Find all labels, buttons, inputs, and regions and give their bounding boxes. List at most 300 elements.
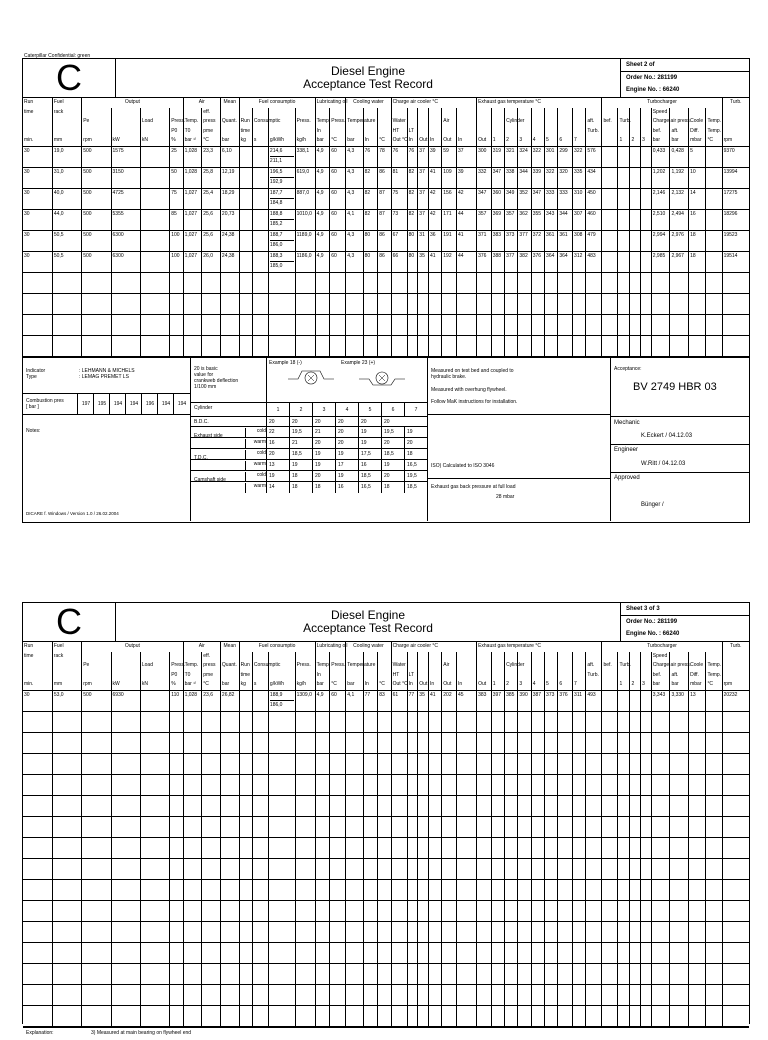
header-cell: [722, 671, 749, 681]
deflection-value: 18,5: [381, 449, 404, 460]
unit-cell: mm: [52, 136, 81, 146]
header-cell: [706, 108, 722, 118]
deflection-value: 19: [381, 460, 404, 471]
temperature-state: cold: [245, 450, 267, 460]
header-cell: Exhaust gas temperature °C: [477, 98, 602, 108]
header-cell: [602, 652, 618, 662]
table-cell: 493: [586, 690, 602, 711]
table-cell: 500: [82, 209, 111, 230]
header-cell: [531, 671, 544, 681]
deflection-value: 20: [266, 417, 289, 427]
table-cell: 73: [391, 209, 407, 230]
sheet-bottom-section: [23, 357, 749, 521]
header-cell: Temp.: [706, 127, 722, 137]
deflection-value: 19: [404, 427, 427, 438]
header-cell: Charge air cooler °C: [391, 642, 476, 652]
table-cell: 13994: [722, 167, 749, 188]
table-cell: 41: [428, 251, 441, 272]
table-cell: 344: [558, 209, 573, 230]
header-cell: pme: [202, 671, 221, 681]
table-cell: 60: [330, 690, 346, 711]
table-cell: [239, 209, 252, 230]
sheet-header: [23, 603, 749, 642]
table-cell: 87: [378, 209, 391, 230]
temperature-state: warm: [245, 483, 267, 493]
header-cell: [722, 661, 749, 671]
empty-row: [23, 984, 749, 1005]
unit-cell: 2: [505, 680, 518, 690]
header-cell: bef.: [602, 661, 618, 671]
unit-cell: 6: [558, 680, 573, 690]
table-cell: 376: [531, 251, 544, 272]
table-cell: 5: [689, 146, 706, 167]
deflection-value: 22: [266, 427, 289, 438]
unit-cell: bar ¹⁾: [183, 136, 202, 146]
table-cell: 460: [586, 209, 602, 230]
header-cell: Run: [23, 98, 52, 108]
header-cell: LT: [407, 671, 418, 681]
header-cell: Air: [183, 98, 220, 108]
table-cell: 60: [330, 251, 346, 272]
deflection-value: 5: [358, 403, 381, 417]
header-cell: Charge air cooler °C: [391, 98, 476, 108]
unit-cell: Out °C: [391, 136, 407, 146]
unit-cell: 2: [630, 136, 641, 146]
unit-cell: 3: [641, 680, 652, 690]
unit-cell: mm: [52, 680, 81, 690]
header-cell: [491, 127, 504, 137]
header-cell: [641, 108, 652, 118]
title-line-2: Acceptance Test Record: [303, 77, 433, 91]
header-cell: [641, 127, 652, 137]
table-cell: 385: [505, 690, 518, 711]
table-cell: 66: [391, 251, 407, 272]
unit-cell: Out: [477, 136, 492, 146]
header-cell: Coole: [689, 661, 706, 671]
unit-cell: °C: [706, 136, 722, 146]
header-cell: [140, 652, 169, 662]
test-record-sheet-3: [22, 601, 750, 1036]
deflection-value: 19: [358, 427, 381, 438]
caterpillar-logo: C: [23, 59, 116, 97]
combustion-value: 194: [173, 394, 190, 414]
table-cell: 373: [545, 690, 558, 711]
header-cell: [82, 671, 111, 681]
header-cell: [363, 652, 378, 662]
header-cell: [378, 671, 391, 681]
table-cell: [630, 209, 641, 230]
notes-label: Notes:: [26, 427, 41, 434]
table-cell: [618, 690, 630, 711]
header-cell: [428, 117, 441, 127]
temperature-state: warm: [245, 439, 267, 449]
header-cell: [363, 127, 378, 137]
deflection-value: 18,5: [404, 482, 427, 493]
table-cell: 80: [363, 251, 378, 272]
header-cell: Charge air press.: [651, 661, 670, 671]
engine-number: Engine No. : 66240: [626, 87, 680, 93]
table-cell: 187,7 184,8: [268, 188, 295, 209]
table-cell: [140, 188, 169, 209]
unit-cell: Out: [442, 136, 457, 146]
table-cell: 2,994: [651, 230, 670, 251]
header-cell: Fuel: [52, 642, 81, 652]
table-cell: 41: [428, 690, 441, 711]
unit-cell: 1: [491, 680, 504, 690]
table-cell: [618, 251, 630, 272]
table-cell: 308: [573, 230, 586, 251]
acceptance-label: Acceptance:: [614, 365, 642, 372]
table-cell: 156: [442, 188, 457, 209]
document-title: [115, 609, 621, 635]
table-cell: [641, 146, 652, 167]
table-cell: 50: [170, 167, 183, 188]
header-cell: [558, 661, 573, 671]
table-cell: 1189,0: [295, 230, 315, 251]
deflection-value: 20: [335, 438, 358, 449]
table-cell: 6300: [111, 230, 140, 251]
unit-cell: In: [428, 136, 441, 146]
table-cell: 42: [428, 188, 441, 209]
header-cell: T0: [183, 671, 202, 681]
table-cell: 60: [330, 209, 346, 230]
unit-cell: kg/h: [295, 680, 315, 690]
header-cell: [477, 108, 492, 118]
header-cell: Temp.: [183, 661, 202, 671]
table-cell: 307: [573, 209, 586, 230]
table-cell: 86: [378, 230, 391, 251]
table-cell: 3,330: [670, 690, 689, 711]
header-cell: [330, 127, 346, 137]
unit-cell: [586, 680, 602, 690]
unit-cell: rpm: [82, 136, 111, 146]
table-cell: 1,027: [183, 209, 202, 230]
header-cell: Charge air press.: [651, 117, 670, 127]
header-cell: [641, 117, 652, 127]
table-cell: 339: [531, 167, 544, 188]
header-cell: [618, 108, 630, 118]
table-row: [23, 146, 749, 167]
unit-cell: kN: [140, 680, 169, 690]
table-cell: 338: [505, 167, 518, 188]
deflection-value: 20: [312, 471, 335, 482]
header-cell: Temp.: [315, 661, 330, 671]
table-cell: [602, 230, 618, 251]
header-cell: [477, 661, 492, 671]
unit-cell: rpm: [722, 680, 749, 690]
header-cell: [140, 108, 169, 118]
header-cell: [477, 127, 492, 137]
header-cell: Fuel: [52, 98, 81, 108]
indicator-box: [23, 358, 191, 521]
deflection-positive-icon: [357, 367, 407, 389]
header-cell: Turb.: [618, 117, 630, 127]
table-cell: 333: [558, 188, 573, 209]
header-cell: [491, 671, 504, 681]
table-cell: 18,29: [220, 188, 239, 209]
header-cell: aft.: [586, 661, 602, 671]
empty-row: [23, 314, 749, 335]
unit-cell: In: [456, 680, 476, 690]
unit-cell: bar: [220, 680, 239, 690]
table-cell: 25,6: [202, 209, 221, 230]
header-cell: aft.: [670, 127, 689, 137]
table-cell: [630, 690, 641, 711]
table-cell: 397: [491, 690, 504, 711]
table-cell: [618, 230, 630, 251]
table-cell: 310: [573, 188, 586, 209]
table-cell: 37: [418, 146, 429, 167]
table-cell: 19523: [722, 230, 749, 251]
header-cell: [111, 661, 140, 671]
table-cell: [239, 230, 252, 251]
header-cell: Pe: [82, 661, 111, 671]
header-cell: [491, 652, 504, 662]
table-cell: 192: [442, 251, 457, 272]
basic-value-note: 20 is basic value for crankweb deflection 1/100 mm: [194, 365, 239, 390]
deflection-value: 20: [335, 427, 358, 438]
table-cell: 82: [363, 167, 378, 188]
table-cell: 320: [558, 167, 573, 188]
header-cell: [428, 661, 441, 671]
header-cell: [418, 652, 429, 662]
deflection-value: 18: [381, 482, 404, 493]
signature-box: [611, 358, 749, 521]
header-cell: eff.: [202, 108, 221, 118]
deflection-value: 19: [335, 449, 358, 460]
table-cell: 42: [456, 188, 476, 209]
unit-cell: bar: [315, 680, 330, 690]
header-cell: [670, 652, 689, 662]
header-cell: [545, 127, 558, 137]
unit-cell: In: [428, 680, 441, 690]
header-cell: [456, 652, 476, 662]
header-cell: Temperature: [346, 661, 363, 671]
order-number: Order No.: 281199: [626, 619, 678, 625]
acceptance-number: BV 2749 HBR 03: [633, 380, 717, 393]
table-cell: 4725: [111, 188, 140, 209]
deflection-value: 16,5: [404, 460, 427, 471]
table-cell: 13: [689, 690, 706, 711]
header-cell: Diff.: [689, 671, 706, 681]
table-cell: 36: [428, 230, 441, 251]
header-cell: Turb.: [730, 99, 742, 105]
header-cell: [407, 652, 418, 662]
header-cell: [722, 652, 749, 662]
table-cell: 364: [545, 251, 558, 272]
unit-cell: kN: [140, 136, 169, 146]
table-cell: 25,6: [202, 230, 221, 251]
header-cell: Exhaust gas temperature °C: [477, 642, 602, 652]
header-cell: [442, 671, 457, 681]
table-cell: 1575: [111, 146, 140, 167]
empty-row: [23, 1005, 749, 1026]
table-cell: 19,0: [52, 146, 81, 167]
header-cell: [82, 127, 111, 137]
measurement-table: [23, 98, 749, 357]
header-cell: Turb.: [618, 661, 630, 671]
header-cell: Temp.: [706, 117, 722, 127]
combustion-value: 194: [157, 394, 174, 414]
empty-row: [23, 711, 749, 732]
header-cell: Temp.: [706, 671, 722, 681]
header-cell: [295, 127, 315, 137]
table-cell: 191: [442, 230, 457, 251]
combustion-value: 194: [109, 394, 126, 414]
header-cell: [391, 108, 407, 118]
deflection-value: 16,5: [358, 482, 381, 493]
header-cell: rack: [52, 652, 81, 662]
table-cell: 311: [573, 690, 586, 711]
table-cell: [630, 167, 641, 188]
table-cell: [602, 146, 618, 167]
table-cell: 30: [23, 167, 52, 188]
header-cell: Cylinder: [505, 117, 518, 127]
header-cell: Fuel consumptio: [239, 642, 315, 652]
mechanic-signature: K.Eckert / 04.12.03: [641, 432, 693, 439]
header-cell: [220, 108, 239, 118]
unit-cell: [602, 136, 618, 146]
unit-cell: 2: [505, 136, 518, 146]
header-cell: [418, 108, 429, 118]
header-cell: [689, 108, 706, 118]
empty-row: [23, 921, 749, 942]
table-cell: 377: [518, 230, 531, 251]
header-cell: [456, 127, 476, 137]
table-cell: 24,38: [220, 230, 239, 251]
table-cell: 82: [407, 209, 418, 230]
empty-row: [23, 774, 749, 795]
header-cell: Quant.: [220, 117, 239, 127]
header-cell: [268, 671, 295, 681]
caterpillar-logo: C: [23, 603, 116, 641]
table-cell: [630, 188, 641, 209]
table-cell: 100: [170, 230, 183, 251]
header-cell: [140, 127, 169, 137]
unit-cell: °C: [202, 136, 221, 146]
deflection-row-label: Cylinder: [194, 404, 213, 411]
deflection-value: 1: [266, 403, 289, 417]
backpressure-value: 28 mbar: [496, 493, 515, 500]
header-cell: [573, 117, 586, 127]
table-cell: [706, 188, 722, 209]
deflection-value: 20: [312, 438, 335, 449]
table-cell: 0,433: [651, 146, 670, 167]
test-record-sheet-2: [22, 58, 750, 523]
table-cell: [140, 690, 169, 711]
temperature-state: cold: [245, 472, 267, 482]
table-cell: 434: [586, 167, 602, 188]
table-cell: [618, 167, 630, 188]
table-cell: 4,3: [346, 146, 363, 167]
unit-cell: 3: [518, 680, 531, 690]
table-cell: [602, 167, 618, 188]
header-cell: [573, 127, 586, 137]
table-cell: 6,10: [220, 146, 239, 167]
header-cell: [407, 117, 418, 127]
table-cell: 100: [170, 251, 183, 272]
table-cell: 1,192: [670, 167, 689, 188]
header-cell: Run: [239, 661, 252, 671]
table-cell: 24,38: [220, 251, 239, 272]
table-cell: [252, 690, 268, 711]
header-cell: press: [202, 117, 221, 127]
deflection-value: 18: [289, 471, 312, 482]
deflection-value: 3: [312, 403, 335, 417]
table-cell: 2,146: [651, 188, 670, 209]
deflection-value: 19: [358, 438, 381, 449]
unit-cell: 1: [618, 136, 630, 146]
table-row: [23, 690, 749, 711]
unit-cell: kW: [111, 680, 140, 690]
table-cell: 30: [23, 209, 52, 230]
header-cell: [428, 671, 441, 681]
unit-cell: 3: [641, 136, 652, 146]
header-cell: Temp.: [183, 117, 202, 127]
table-cell: 214,6 211,1: [268, 146, 295, 167]
table-cell: 82: [363, 209, 378, 230]
table-cell: [252, 209, 268, 230]
header-cell: [442, 127, 457, 137]
table-cell: 2,510: [651, 209, 670, 230]
table-cell: 60: [330, 167, 346, 188]
unit-cell: 4: [531, 136, 544, 146]
header-cell: pme: [202, 127, 221, 137]
table-cell: 2,494: [670, 209, 689, 230]
header-cell: [545, 652, 558, 662]
measured-note-3: Follow MaK instructions for installation.: [431, 398, 518, 405]
table-cell: 4,9: [315, 188, 330, 209]
header-cell: Water: [391, 661, 407, 671]
header-cell: [618, 652, 630, 662]
header-cell: [602, 127, 618, 137]
deflection-value: 18,5: [289, 449, 312, 460]
table-cell: [252, 188, 268, 209]
header-cell: [52, 671, 81, 681]
header-cell: time: [239, 127, 252, 137]
table-cell: 80: [363, 230, 378, 251]
table-cell: 4,9: [315, 690, 330, 711]
table-cell: [706, 167, 722, 188]
header-cell: rack: [52, 108, 81, 118]
header-cell: [558, 117, 573, 127]
deflection-row-label: Exhaust side: [194, 432, 223, 439]
deflection-value: 20: [381, 417, 404, 427]
table-cell: 1,202: [651, 167, 670, 188]
empty-row: [23, 795, 749, 816]
table-cell: 60: [330, 230, 346, 251]
explanation-text: 3) Measured at main bearing on flywheel end: [91, 1029, 192, 1036]
deflection-value: 19,5: [404, 471, 427, 482]
header-cell: Pe: [82, 117, 111, 127]
header-cell: [630, 652, 641, 662]
table-cell: 1,028: [183, 690, 202, 711]
header-cell: [428, 127, 441, 137]
table-cell: [140, 251, 169, 272]
measurement-table: [23, 642, 749, 1027]
table-cell: 85: [170, 209, 183, 230]
header-cell: HT: [391, 671, 407, 681]
table-cell: 76: [363, 146, 378, 167]
unit-cell: min.: [23, 136, 52, 146]
table-cell: 18296: [722, 209, 749, 230]
unit-cell: 5: [545, 136, 558, 146]
table-cell: 1,027: [183, 251, 202, 272]
table-cell: 188,7 186,0: [268, 230, 295, 251]
table-cell: [641, 230, 652, 251]
table-cell: 87: [378, 188, 391, 209]
header-cell: Output: [82, 98, 183, 108]
